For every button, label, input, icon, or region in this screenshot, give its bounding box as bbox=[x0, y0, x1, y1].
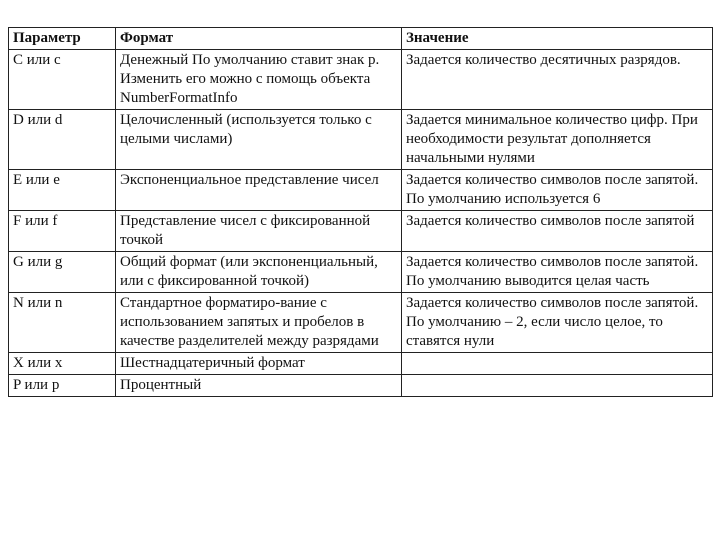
table-row bbox=[9, 252, 713, 293]
table-header-row bbox=[9, 28, 713, 50]
cell-format: Целочисленный (используется только с целыми числами) bbox=[116, 110, 402, 170]
cell-param: P или p bbox=[9, 375, 116, 397]
cell-value: Задается минимальное количество цифр. При необходимости результат дополняется начальными нулями bbox=[402, 110, 713, 170]
cell-format: Стандартное форматиро-вание с использованием запятых и пробелов в качестве разделителей между разрядами bbox=[116, 293, 402, 353]
cell-format: Шестнадцатеричный формат bbox=[116, 353, 402, 375]
format-specifiers-table bbox=[8, 27, 713, 397]
header-param: Параметр bbox=[9, 28, 116, 50]
cell-param: X или x bbox=[9, 353, 116, 375]
table-row bbox=[9, 211, 713, 252]
cell-param: F или f bbox=[9, 211, 116, 252]
header-format: Формат bbox=[116, 28, 402, 50]
table-row bbox=[9, 110, 713, 170]
cell-format: Денежный По умолчанию ставит знак р. Изменить его можно с помощь объекта NumberFormatInfo bbox=[116, 50, 402, 110]
cell-format: Процентный bbox=[116, 375, 402, 397]
table-row bbox=[9, 353, 713, 375]
table-row bbox=[9, 293, 713, 353]
cell-format: Общий формат (или экспоненциальный, или с фиксированной точкой) bbox=[116, 252, 402, 293]
format-specifiers-table-container bbox=[8, 27, 713, 397]
cell-param: N или n bbox=[9, 293, 116, 353]
cell-value: Задается количество символов после запятой. По умолчанию используется 6 bbox=[402, 170, 713, 211]
cell-value bbox=[402, 353, 713, 375]
table-row bbox=[9, 170, 713, 211]
cell-value: Задается количество символов после запятой. По умолчанию выводится целая часть bbox=[402, 252, 713, 293]
cell-param: G или g bbox=[9, 252, 116, 293]
cell-format: Экспоненциальное представление чисел bbox=[116, 170, 402, 211]
cell-value: Задается количество десятичных разрядов. bbox=[402, 50, 713, 110]
cell-format: Представление чисел с фиксированной точкой bbox=[116, 211, 402, 252]
cell-value: Задается количество символов после запятой bbox=[402, 211, 713, 252]
cell-param: C или c bbox=[9, 50, 116, 110]
cell-param: E или e bbox=[9, 170, 116, 211]
cell-param: D или d bbox=[9, 110, 116, 170]
header-value: Значение bbox=[402, 28, 713, 50]
cell-value bbox=[402, 375, 713, 397]
table-row bbox=[9, 50, 713, 110]
table-row bbox=[9, 375, 713, 397]
cell-value: Задается количество символов после запятой. По умолчанию – 2, если число целое, то ставятся нули bbox=[402, 293, 713, 353]
